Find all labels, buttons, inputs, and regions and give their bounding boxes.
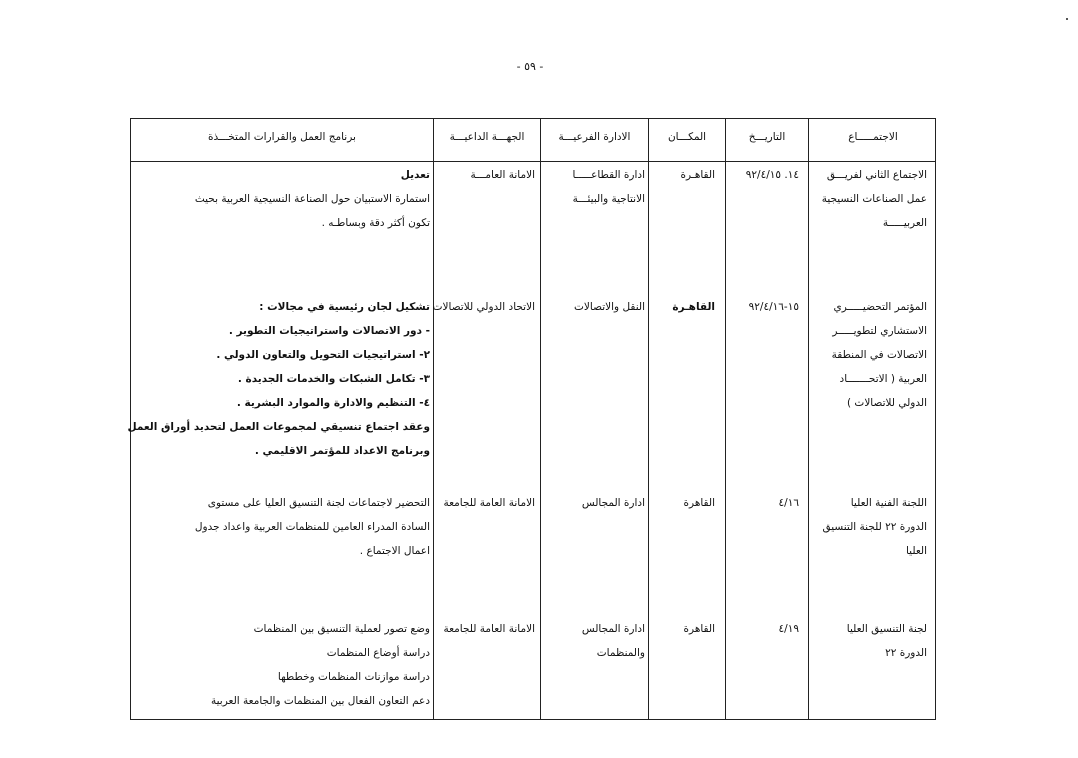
cell-line: القاهرة — [683, 623, 715, 635]
cell-line: الاتصالات في المنطقة — [831, 349, 927, 361]
cell-place — [684, 491, 715, 515]
cell-line: العليا — [905, 545, 927, 557]
cell-line: القاهرة — [683, 497, 715, 509]
column-divider — [433, 119, 434, 719]
cell-inviting-party — [471, 163, 535, 187]
cell-inviting-party — [443, 617, 535, 641]
cell-line: اعمال الاجتماع . — [359, 545, 430, 557]
cell-line: عمل الصناعات النسيجية — [821, 193, 927, 205]
cell-line: ٤- التنظيم والادارة والموارد البشرية . — [236, 397, 430, 409]
cell-program — [127, 295, 430, 463]
cell-place — [672, 295, 715, 319]
header-department: الادارة الفرعيـــة — [558, 131, 631, 143]
column-divider — [725, 119, 726, 719]
cell-line: دراسة أوضاع المنظمات — [326, 647, 430, 659]
cell-line: الدورة ٢٢ للجنة التنسيق — [822, 521, 927, 533]
cell-line: وضع تصور لعملية التنسيق بين المنظمات — [253, 623, 430, 635]
cell-line: ٣- تكامل الشبكات والخدمات الجديدة . — [237, 373, 430, 385]
cell-line: الامانة العامة للجامعة — [443, 623, 535, 635]
header-divider — [131, 161, 935, 162]
cell-program — [195, 163, 430, 235]
cell-line: ادارة القطاعـــــا — [572, 169, 645, 181]
cell-line: ١٤. ٩٢/٤/١٥ — [745, 169, 799, 181]
cell-line: الانتاجية والبيئـــة — [572, 193, 645, 205]
page-number: - ٥٩ - — [516, 60, 544, 73]
cell-department — [582, 617, 645, 665]
cell-meeting — [822, 163, 927, 235]
cell-line: القاهـرة — [680, 169, 715, 181]
cell-line: الاستشاري لتطويـــــر — [832, 325, 927, 337]
cell-line: القاهـرة — [672, 301, 715, 313]
cell-line: تشكيل لجان رئيسية في مجالات : — [259, 301, 430, 313]
cell-line: ٤/١٦ — [778, 497, 799, 509]
cell-meeting — [847, 617, 927, 665]
cell-line: - دور الاتصالات واستراتيجيات التطوير . — [228, 325, 430, 337]
cell-line: العربيـــــة — [882, 217, 927, 229]
header-inviting-party: الجهـــة الداعيـــة — [449, 131, 525, 143]
cell-line: النقل والاتصالات — [574, 301, 645, 313]
cell-line: استمارة الاستبيان حول الصناعة النسيجية العربية بحيث — [194, 193, 430, 205]
cell-date — [746, 163, 799, 187]
cell-line: اللجنة الفنية العليا — [850, 497, 927, 509]
cell-line: السادة المدراء العامين للمنظمات العربية واعداد جدول — [194, 521, 430, 533]
cell-line: ادارة المجالس — [581, 497, 645, 509]
cell-line: المؤتمر التحضيـــــري — [833, 301, 927, 313]
cell-meeting — [832, 295, 927, 415]
cell-line: دعم التعاون الفعال بين المنظمات والجامعة العربية — [211, 695, 430, 707]
cell-inviting-party — [443, 491, 535, 515]
cell-line: وبرنامج الاعداد للمؤتمر الاقليمي . — [254, 445, 430, 457]
cell-place — [680, 163, 715, 187]
cell-line: الامانة العامة للجامعة — [443, 497, 535, 509]
scan-speck — [1066, 18, 1068, 20]
cell-date — [749, 295, 799, 319]
cell-line: الدورة ٢٢ — [885, 647, 927, 659]
cell-line: العربية ( الاتحـــــــاد — [839, 373, 927, 385]
cell-line: ادارة المجالس — [581, 623, 645, 635]
cell-line: تعديل — [400, 169, 430, 181]
cell-line: دراسة موازنات المنظمات وخططها — [277, 671, 430, 683]
cell-department — [582, 491, 645, 515]
cell-inviting-party — [433, 295, 535, 319]
cell-line: التحضير لاجتماعات لجنة التنسيق العليا على مستوى — [207, 497, 430, 509]
header-meeting: الاجتمـــــاع — [848, 131, 898, 143]
column-divider — [808, 119, 809, 719]
cell-line: ١٥-٩٢/٤/١٦ — [748, 301, 799, 313]
column-divider — [648, 119, 649, 719]
cell-line: الامانة العامـــة — [470, 169, 535, 181]
cell-line: الدولي للاتصالات ) — [847, 397, 927, 409]
cell-program — [195, 491, 430, 563]
cell-date — [779, 491, 799, 515]
meetings-table — [127, 118, 936, 720]
cell-line: ٢- استراتيجيات التحويل والتعاون الدولي . — [216, 349, 430, 361]
cell-date — [779, 617, 799, 641]
header-date: التاريـــخ — [748, 131, 786, 143]
cell-line: لجنة التنسيق العليا — [846, 623, 927, 635]
cell-line: ٤/١٩ — [778, 623, 799, 635]
cell-line: تكون أكثر دقة وبساطـه . — [321, 217, 430, 229]
cell-meeting — [822, 491, 927, 563]
header-place: المكـــان — [667, 131, 707, 143]
cell-line: الاتحاد الدولي للاتصالات — [432, 301, 535, 313]
cell-department — [572, 163, 645, 211]
cell-line: والمنظمات — [596, 647, 645, 659]
cell-place — [684, 617, 715, 641]
cell-program — [211, 617, 430, 713]
header-program: برنامج العمل والقرارات المتخـــذة — [208, 131, 356, 143]
cell-line: الاجتماع الثاني لفريـــق — [826, 169, 927, 181]
column-divider — [540, 119, 541, 719]
cell-department — [574, 295, 645, 319]
cell-line: وعقد اجتماع تنسيقي لمجموعات العمل لتحديد أوراق العمل — [127, 421, 430, 433]
